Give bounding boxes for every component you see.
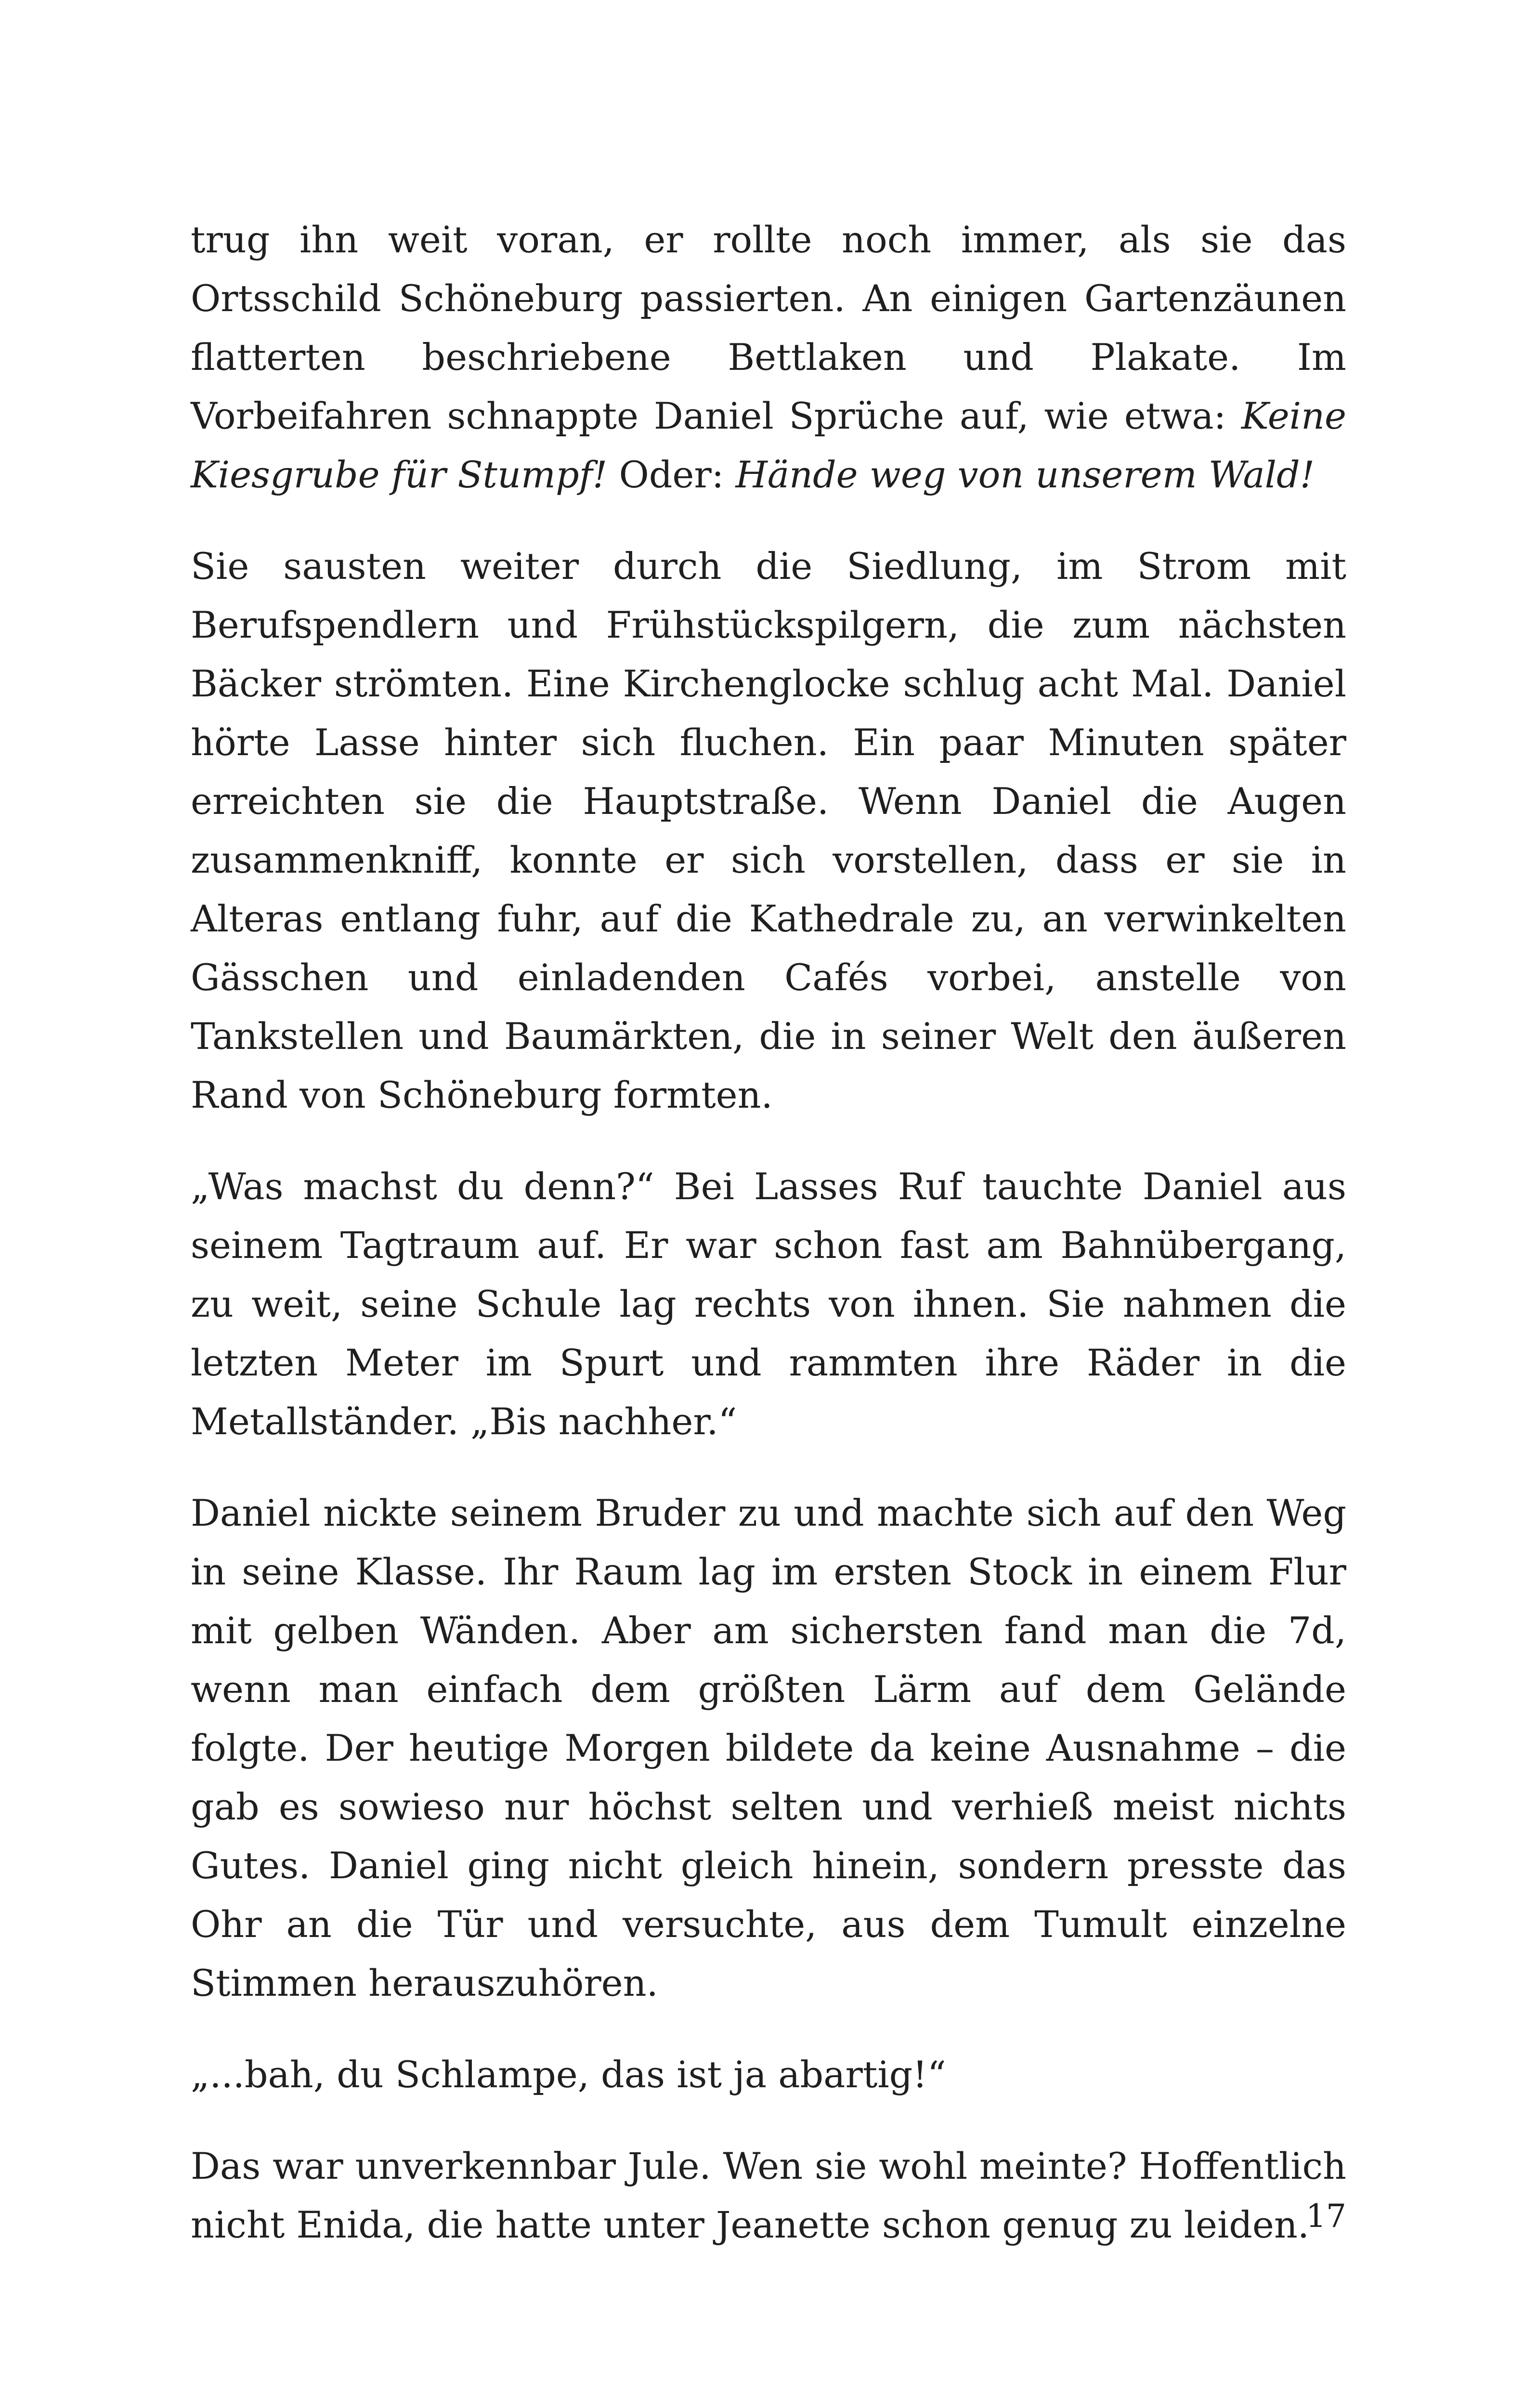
paragraph-5: „...bah, du Schlampe, das ist ja abartig!“	[191, 2053, 946, 2096]
paragraph-1-italic-slogan-2: Hände weg von unserem Wald!	[735, 453, 1315, 496]
paragraph-6: Das war unverkennbar Jule. Wen sie wohl meinte? Hoffentlich nicht Enida, die hatte unter Jeanette schon genug zu leiden.	[191, 2145, 1346, 2246]
paragraph-1	[191, 210, 1346, 504]
page-number: 17	[1306, 2198, 1346, 2235]
paragraph-2: Sie sausten weiter durch die Siedlung, im Strom mit Berufspendlern und Frühstückspilgern, die zum nächsten Bäcker strömten. Eine Kirchenglocke schlug acht Mal. Daniel hörte Lasse hinter sich fluchen. Ein paar Minuten später erreichten sie die Hauptstraße. Wenn Daniel die Augen zusammenkniff, konnte er sich vorstellen, dass er sie in Alteras entlang fuhr, auf die Kathedrale zu, an verwinkelten Gässchen und einladenden Cafés vorbei, anstelle von Tankstellen und Baumärkten, die in seiner Welt den äußeren Rand von Schöneburg formten.	[191, 545, 1346, 1116]
paragraph-4: Daniel nickte seinem Bruder zu und machte sich auf den Weg in seine Klasse. Ihr Raum lag im ersten Stock in einem Flur mit gelben Wänden. Aber am sichersten fand man die 7d, wenn man einfach dem größten Lärm auf dem Gelände folgte. Der heutige Morgen bildete da keine Ausnahme – die gab es sowieso nur höchst selten und verhieß meist nichts Gutes. Daniel ging nicht gleich hinein, sondern presste das Ohr an die Tür und versuchte, aus dem Tumult einzelne Stimmen herauszuhören.	[191, 1492, 1346, 2004]
paragraph-1-italic-slogan-1: Keine Kiesgrube für Stumpf!	[191, 394, 1346, 496]
body-text	[191, 210, 1346, 2287]
paragraph-1-text-mid: Oder:	[607, 453, 736, 496]
paragraph-3: „Was machst du denn?“ Bei Lasses Ruf tauchte Daniel aus seinem Tagtraum auf. Er war schon fast am Bahnübergang, zu weit, seine Schule lag rechts von ihnen. Sie nahmen die letzten Meter im Spurt und rammten ihre Räder in die Metallständer. „Bis nachher.“	[191, 1165, 1346, 1443]
paragraph-1-text: trug ihn weit voran, er rollte noch immer, als sie das Ortsschild Schöneburg passierten. An einigen Gartenzäunen flatterten beschriebene Bettlaken und Plakate. Im Vorbeifahren schnappte Daniel Sprüche auf, wie etwa:	[191, 218, 1346, 437]
